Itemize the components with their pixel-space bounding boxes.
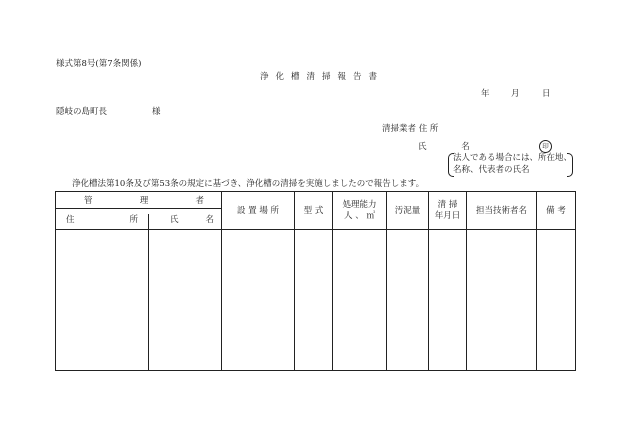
clean-date-header	[429, 200, 466, 221]
divider-model	[294, 192, 295, 370]
manager-char-1: 管	[84, 196, 93, 206]
form-number: 様式第8号(第7条関係)	[56, 59, 142, 69]
right-bracket	[567, 153, 573, 177]
reporter-address-label: 清掃業者 住 所	[382, 124, 439, 134]
manager-header	[84, 196, 204, 207]
name-char-2: 名	[205, 215, 214, 225]
address-header	[66, 215, 138, 226]
address-char-2: 所	[129, 215, 138, 225]
divider-sludge	[386, 192, 387, 370]
address-char-1: 住	[66, 215, 75, 225]
location-header: 設 置 場 所	[236, 206, 280, 216]
capacity-header	[333, 200, 386, 221]
model-header: 型 式	[303, 206, 324, 216]
date-year-label: 年	[481, 89, 490, 99]
addressee-name: 隠岐の島町長	[56, 107, 108, 117]
name-header	[170, 215, 214, 226]
engineer-header: 担当技術者名	[475, 206, 527, 216]
divider-location	[221, 192, 222, 370]
date-day-label: 日	[542, 89, 551, 99]
remarks-header: 備 考	[546, 206, 566, 216]
name-char-1: 氏	[170, 215, 179, 225]
manager-divider	[56, 208, 221, 209]
divider-address-name	[148, 214, 149, 370]
capacity-line1: 処理能力	[342, 200, 377, 210]
manager-char-2: 理	[139, 196, 149, 206]
sludge-header: 汚泥量	[394, 206, 421, 216]
header-bottom-line	[56, 229, 575, 230]
clean-date-line2: 年月日	[434, 210, 461, 221]
clean-date-line1: 清 掃	[437, 200, 458, 210]
corporate-note-line2: 名称、代表者の氏名	[453, 164, 530, 175]
seal-mark: 印	[539, 140, 552, 153]
reporter-name-label: 氏 名	[418, 142, 486, 152]
capacity-line2: 人 、 ㎥	[344, 210, 375, 221]
corporate-note-text	[453, 153, 572, 176]
date-month-label: 月	[511, 89, 520, 99]
intro-text: 浄化槽法第10条及び第53条の規定に基づき、浄化槽の清掃を実施しましたので報告します。	[72, 179, 425, 189]
divider-engineer	[466, 192, 467, 370]
addressee-honorific: 様	[152, 107, 161, 117]
document-title: 浄化槽清掃報告書	[259, 72, 384, 82]
report-table	[55, 191, 576, 371]
manager-char-3: 者	[195, 196, 204, 206]
corporate-note-line1: 法人である場合には、所在地、	[453, 153, 573, 163]
corporate-note	[448, 153, 573, 176]
divider-remarks	[536, 192, 537, 370]
